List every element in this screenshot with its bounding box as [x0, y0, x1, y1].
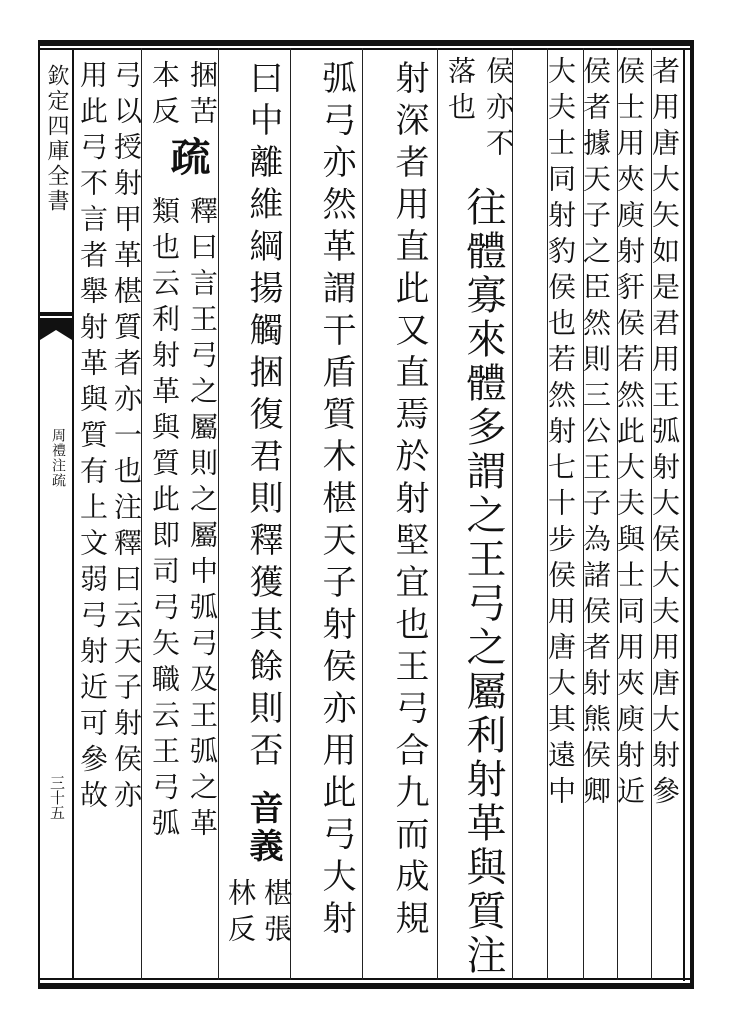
text-column-main: 弧弓亦然革謂干盾質木椹天子射侯亦用此弓大射 [316, 60, 356, 942]
frame-top-border [38, 40, 693, 46]
margin-page-number: 三十五 [48, 775, 66, 820]
column-rule [290, 48, 291, 980]
text-column: 侯者據天子之臣然則三公王子為諸侯者射熊侯卿 [579, 56, 612, 812]
yinyi-note: 椹張 [260, 878, 293, 950]
yinyi-note: 林反 [224, 878, 257, 950]
commentary-column: 類也云利射革與質此即司弓矢職云王弓弧 [148, 196, 181, 844]
text-column: 侯士用夾庾射豻侯若然此大夫與士同用夾庾射近 [613, 56, 646, 812]
text-column: 者用唐大矢如是君用王弧射大侯大夫用唐大射參 [648, 56, 681, 812]
margin-book-title: 欽定四庫全書 [44, 64, 69, 214]
margin-section-title: 周禮注疏 [50, 428, 66, 488]
fishtail-ornament-icon [40, 310, 72, 342]
text-column-sub: 侯亦不 [482, 56, 515, 164]
frame-top-inner-border [38, 48, 693, 50]
text-column-main: 曰中離維綱揚觸捆復君則釋獲其餘則否 [243, 60, 283, 774]
yinyi-marker: 音義 [243, 790, 283, 866]
shu-marker: 疏 [164, 136, 211, 180]
text-column: 大夫士同射豹侯也若然射七十步侯用唐大其遠中 [544, 56, 577, 812]
frame-left-border [38, 40, 40, 989]
text-column-main: 往體寡來體多謂之王弓之屬利射革與質注 [460, 186, 506, 978]
frame-right-border [690, 40, 694, 989]
column-rule [437, 48, 438, 980]
yinyi-note: 本反 [148, 60, 181, 132]
text-column-main: 射深者用直此又直焉於射堅宜也王弓合九而成規 [389, 60, 429, 942]
column-rule [362, 48, 363, 980]
commentary-column: 弓以授射甲革椹質者亦一也注釋曰云天子射侯亦 [110, 60, 143, 816]
column-rule [512, 48, 513, 980]
frame-bottom-border [38, 983, 693, 989]
commentary-column: 用此弓不言者舉射革與質有上文弱弓射近可參故 [76, 60, 109, 816]
frame-bottom-inner-border [38, 978, 693, 980]
text-column-sub: 落也 [444, 56, 477, 128]
yinyi-note: 捆苦 [186, 60, 219, 132]
commentary-column: 釋曰言王弓之屬則之屬中弧弓及王弧之革 [186, 196, 219, 844]
